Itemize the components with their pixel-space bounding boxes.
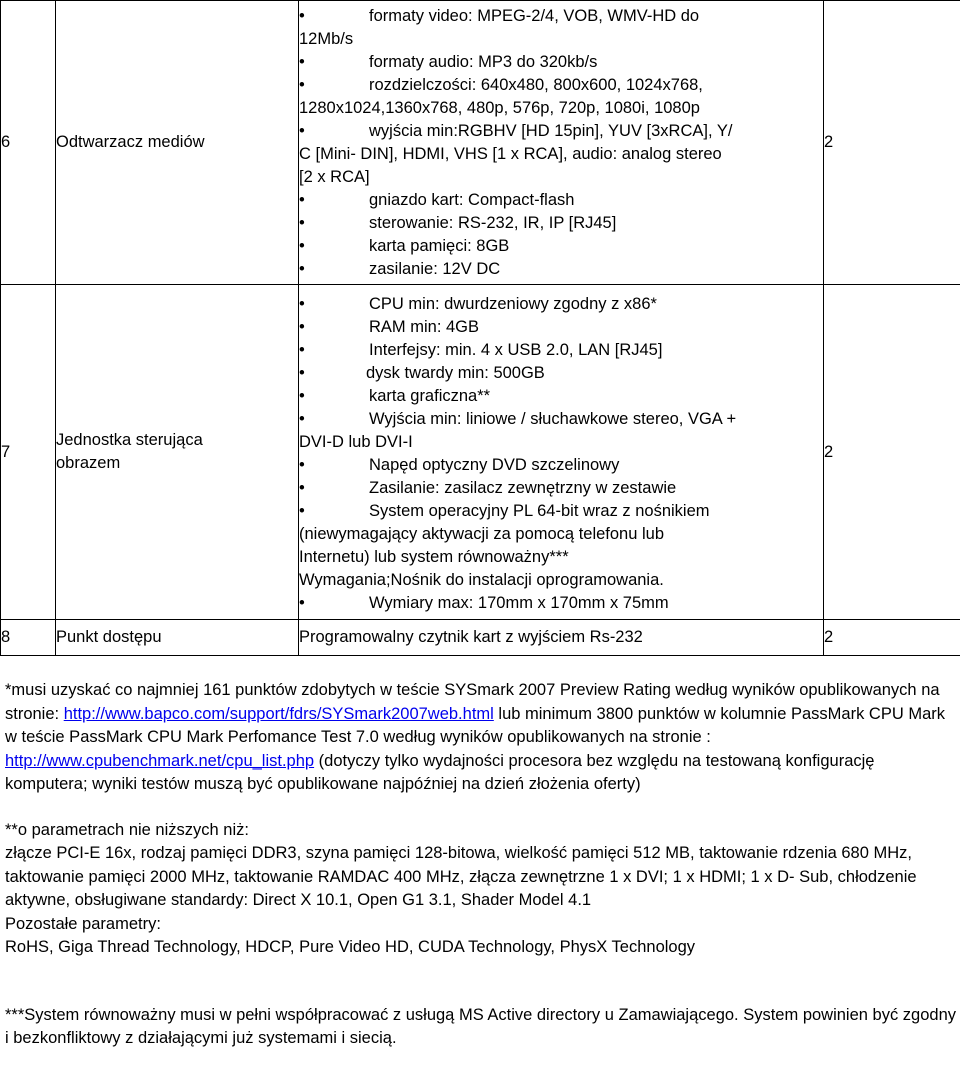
- list-item: •formaty video: MPEG-2/4, VOB, WMV-HD do: [299, 5, 823, 28]
- row-number: 8: [1, 620, 56, 656]
- gpu-footnote-text: złącze PCI-E 16x, rodzaj pamięci DDR3, szyna pamięci 128-bitowa, wielkość pamięci 512 MB, taktowanie rdzenia 680 MHz, taktowanie pamięci 2000 MHz, taktowanie RAMDAC 400 MHz, złącza zewnętrzne 1 x DVI; 1 x HDMI; 1 x D- Sub, chłodzenie aktywne, obsługiwane standardy: Direct X 10.1, Open G1 3.1, Shader Model 4.1: [5, 844, 917, 909]
- table-row-7: [1, 285, 960, 620]
- list-item: •Interfejsy: min. 4 x USB 2.0, LAN [RJ45]: [299, 339, 823, 362]
- list-item: •karta pamięci: 8GB: [299, 235, 823, 258]
- spec-list: [299, 293, 823, 615]
- list-item: •CPU min: dwurdzeniowy zgodny z x86*: [299, 293, 823, 316]
- list-item-continuation: [2 x RCA]: [299, 167, 370, 186]
- other-params-text: RoHS, Giga Thread Technology, HDCP, Pure Video HD, CUDA Technology, PhysX Technology: [5, 938, 696, 956]
- footnotes: [5, 679, 957, 1051]
- row-number: 6: [1, 1, 56, 285]
- list-item: •Zasilanie: zasilacz zewnętrzny w zestawie: [299, 477, 823, 500]
- row-number: 7: [1, 285, 56, 620]
- cpu-footnote: *musi uzyskać co najmniej 161 punktów zdobytych w teście SYSmark 2007 Preview Rating według wyników opublikowanych na stronie: http://www.bapco.com/support/fdrs/SYSmark2007web.html lub minimum 3800 punktów w kolumnie PassMark CPU Mark w teście PassMark CPU Mark Perfomance Test 7.0 według wyników opublikowanych na stronie : http://www.cpubenchmark.net/cpu_list.php (dotyczy tylko wydajności procesora bez względu na testowaną konfigurację komputera; wyniki testów muszą być opublikowane najpóźniej na dzień złożenia oferty): [5, 681, 945, 793]
- list-item-continuation: 1280x1024,1360x768, 480p, 576p, 720p, 1080i, 1080p: [299, 98, 700, 117]
- list-item: •sterowanie: RS-232, IR, IP [RJ45]: [299, 212, 823, 235]
- other-params-title: Pozostałe parametry:: [5, 914, 161, 933]
- list-item-continuation: 12Mb/s: [299, 29, 354, 48]
- cpubenchmark-link[interactable]: http://www.cpubenchmark.net/cpu_list.php: [5, 751, 315, 770]
- list-item: •gniazdo kart: Compact-flash: [299, 189, 823, 212]
- item-specs: [299, 285, 824, 620]
- item-quantity: 2: [824, 620, 960, 656]
- item-specs: Programowalny czytnik kart z wyjściem Rs-232: [299, 620, 824, 656]
- table-row-8: [1, 620, 960, 656]
- list-item: •Wyjścia min: liniowe / słuchawkowe stereo, VGA +: [299, 408, 823, 431]
- spec-list: [299, 5, 823, 281]
- list-item: •RAM min: 4GB: [299, 316, 823, 339]
- list-item-continuation: C [Mini- DIN], HDMI, VHS [1 x RCA], audio: analog stereo: [299, 144, 722, 163]
- item-name: Odtwarzacz mediów: [56, 1, 299, 285]
- list-item: •zasilanie: 12V DC: [299, 258, 823, 281]
- list-item: •rozdzielczości: 640x480, 800x600, 1024x768,: [299, 74, 823, 97]
- list-item-continuation: (niewymagający aktywacji za pomocą telefonu lub: [299, 525, 665, 543]
- list-item-continuation: Wymagania;Nośnik do instalacji oprogramowania.: [299, 571, 664, 589]
- list-item: •karta graficzna**: [299, 385, 823, 408]
- item-name: Jednostka sterująca obrazem: [56, 285, 299, 620]
- list-item: •dysk twardy min: 500GB: [299, 362, 823, 385]
- item-quantity: 2: [824, 1, 960, 285]
- os-footnote: ***System równoważny musi w pełni współpracować z usługą MS Active directory u Zamawiającego. System powinien być zgodny i bezkonfliktowy z działającymi już systemami i siecią.: [5, 1005, 956, 1047]
- item-quantity: 2: [824, 285, 960, 620]
- list-item: •formaty audio: MP3 do 320kb/s: [299, 51, 823, 74]
- sysmark-link[interactable]: http://www.bapco.com/support/fdrs/SYSmark2007web.html: [63, 704, 494, 723]
- gpu-footnote-title: **o parametrach nie niższych niż:: [5, 820, 249, 839]
- list-item: •wyjścia min:RGBHV [HD 15pin], YUV [3xRCA], Y/: [299, 120, 823, 143]
- list-item-continuation: DVI-D lub DVI-I: [299, 433, 413, 451]
- list-item: •System operacyjny PL 64-bit wraz z nośnikiem: [299, 500, 823, 523]
- item-name: Punkt dostępu: [56, 620, 299, 656]
- list-item: •Napęd optyczny DVD szczelinowy: [299, 454, 823, 477]
- table-row-6: [1, 1, 960, 285]
- list-item: •Wymiary max: 170mm x 170mm x 75mm: [299, 592, 823, 615]
- list-item-continuation: Internetu) lub system równoważny***: [299, 548, 569, 566]
- item-specs: [299, 1, 824, 285]
